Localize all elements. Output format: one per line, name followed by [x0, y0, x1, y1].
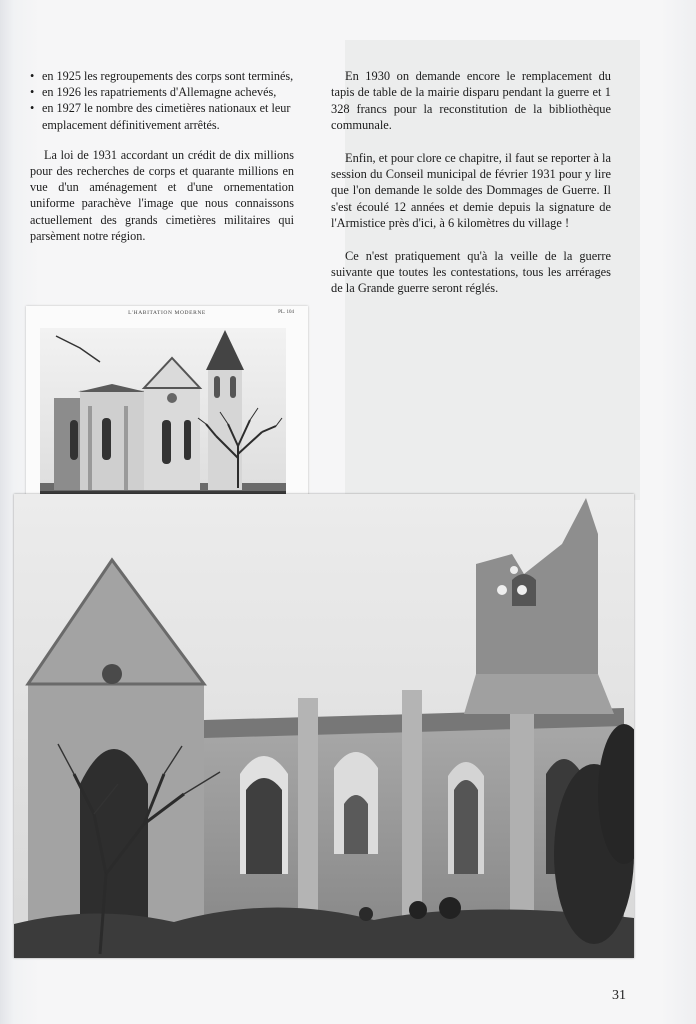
left-paragraph: La loi de 1931 accordant un crédit de dix millions pour des recherches de corps et quarante millions en vue d'un aménagement et d'une ornementation uniforme parachève l'image que nous connaissons actuellement des grands cimetières militaires qui parsèment notre région.	[30, 147, 294, 243]
page-number: 31	[612, 988, 626, 1003]
list-item: • en 1926 les rapatriements d'Allemagne achevés,	[30, 84, 294, 100]
right-paragraph: En 1930 on demande encore le remplacement du tapis de table de la mairie disparu pendant la guerre et 1 328 francs pour la reconstitution de la bibliothèque communale.	[331, 69, 611, 133]
church-photo-intact	[40, 328, 286, 508]
list-item: • en 1927 le nombre des cimetières nationaux et leur emplacement définitivement arrêtés.	[30, 100, 294, 132]
church-ruins-photo	[14, 494, 634, 958]
list-item: • en 1925 les regroupements des corps sont terminés,	[30, 68, 294, 84]
right-paragraph: Enfin, et pour clore ce chapitre, il faut se reporter à la session du Conseil municipal de février 1931 pour y lire que l'on demande le solde des Dommages de Guerre. Il s'est écoulé 12 années et demie depuis la signature de l'Armistice près d'ici, à 6 kilomètres du village !	[331, 150, 611, 231]
plate-number: PL. 104	[278, 310, 294, 315]
plate-header: L'HABITATION MODERNE	[128, 310, 206, 316]
left-column	[30, 68, 294, 244]
right-paragraph: Ce n'est pratiquement qu'à la veille de la guerre suivante que toutes les contestations, tous les arrérages de la Grande guerre seront réglés.	[331, 248, 611, 296]
right-column	[331, 68, 611, 297]
bullet-list	[30, 68, 294, 133]
